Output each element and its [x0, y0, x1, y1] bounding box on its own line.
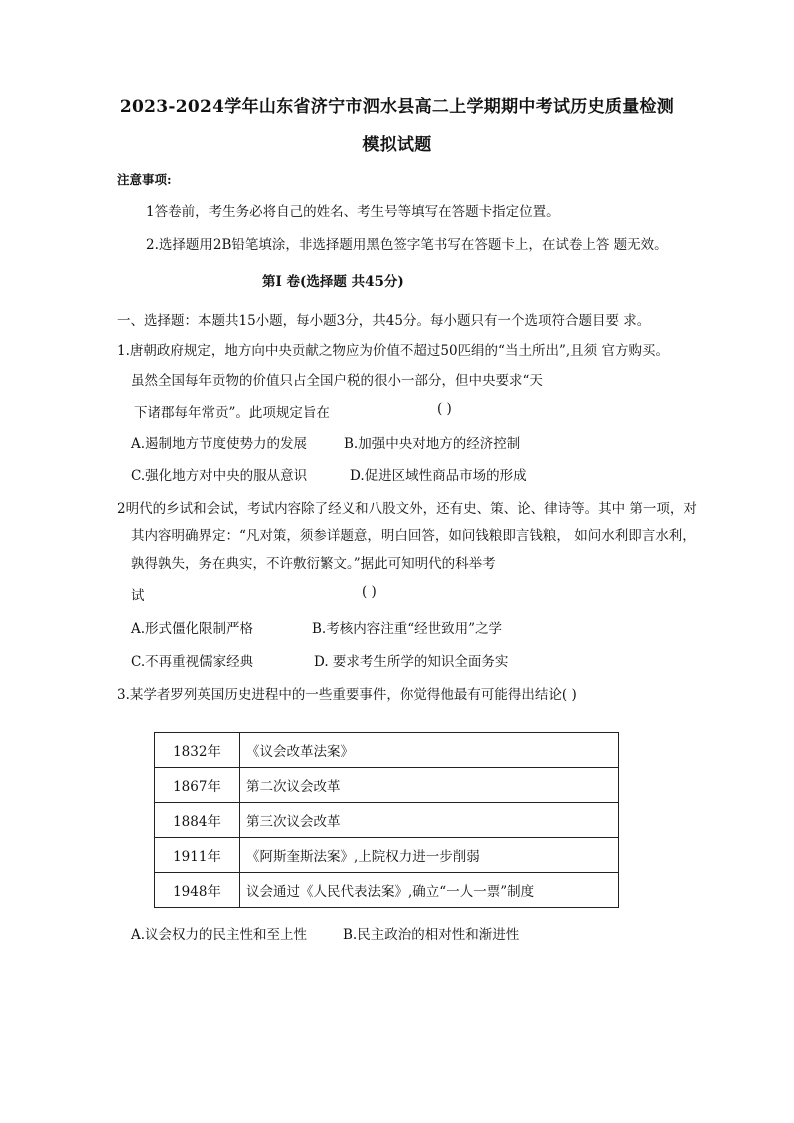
table-cell-event: 议会通过《人民代表法案》,确立“一人一票”制度 [240, 873, 619, 908]
table-row [155, 838, 619, 873]
q1-stem-line-3: 下诸郡每年常贡”。此项规定旨在 [134, 405, 330, 421]
q1-option-a[interactable]: A.遏制地方节度使势力的发展 [131, 436, 308, 452]
part-heading: 一、选择题：本题共15小题，每小题3分，共45分。每小题只有一个选项符合题目要 求。 [117, 313, 651, 329]
q3-stem-line-1: 3.某学者罗列英国历史进程中的一些重要事件，你觉得他最有可能得出结论( ) [117, 687, 577, 703]
q1-stem-line-2: 虽然全国每年贡物的价值只占全国户税的很小一部分，但中央要求“天 [131, 373, 543, 389]
table-cell-event: 第二次议会改革 [240, 768, 619, 803]
q2-stem-line-1: 2明代的乡试和会试，考试内容除了经义和八股文外，还有史、策、论、律诗等。其中 第一项，对 [117, 501, 697, 517]
notice-item-2: 2.选择题用2B铅笔填涂，非选择题用黑色签字笔书写在答题卡上，在试卷上答 题无效。 [146, 237, 668, 253]
q1-option-c[interactable]: C.强化地方对中央的服从意识 [131, 468, 308, 484]
notice-item-1: 1答卷前，考生务必将自己的姓名、考生号等填写在答题卡指定位置。 [146, 204, 560, 220]
q2-option-d[interactable]: D. 要求考生所学的知识全面务实 [314, 654, 509, 670]
table-cell-year: 1867年 [155, 768, 240, 803]
table-cell-event: 《阿斯奎斯法案》,上院权力进一步削弱 [240, 838, 619, 873]
table-row [155, 768, 619, 803]
table-cell-year: 1884年 [155, 803, 240, 838]
q2-answer-paren: ( ) [362, 584, 377, 600]
section-title: 第I 卷(选择题 共45分) [262, 274, 404, 290]
notice-heading: 注意事项: [117, 172, 172, 187]
q2-option-b[interactable]: B.考核内容注重“经世致用”之学 [312, 621, 503, 637]
table-row [155, 803, 619, 838]
table-row [155, 873, 619, 908]
q1-option-b[interactable]: B.加强中央对地方的经济控制 [344, 436, 521, 452]
q2-option-a[interactable]: A.形式僵化限制严格 [131, 621, 254, 637]
event-timeline-table [154, 732, 619, 908]
q2-stem-line-3: 孰得孰失，务在典实，不许敷衍繁文。”据此可知明代的科举考 [131, 556, 496, 572]
q3-option-a[interactable]: A.议会权力的民主性和至上性 [131, 927, 308, 943]
table-row [155, 733, 619, 768]
table-cell-year: 1832年 [155, 733, 240, 768]
title-line-1: 2023-2024学年山东省济宁市泗水县高二上学期期中考试历史质量检测 [119, 97, 675, 117]
q2-option-c[interactable]: C.不再重视儒家经典 [131, 654, 254, 670]
q1-stem-line-1: 1.唐朝政府规定，地方向中央贡献之物应为价值不超过50匹绢的“当土所出”,且须 官方购买。 [117, 343, 669, 359]
title-line-2: 模拟试题 [362, 135, 432, 155]
q2-stem-line-2: 其内容明确界定：“凡对策，须参详题意，明白回答，如问钱粮即言钱粮， 如问水利即言水利， [131, 528, 696, 544]
table-cell-event: 《议会改革法案》 [240, 733, 619, 768]
q1-answer-paren: ( ) [437, 401, 452, 417]
table-cell-year: 1911年 [155, 838, 240, 873]
q3-option-b[interactable]: B.民主政治的相对性和渐进性 [343, 927, 520, 943]
q1-option-d[interactable]: D.促进区域性商品市场的形成 [350, 468, 527, 484]
q2-stem-line-4: 试 [131, 588, 145, 604]
table-cell-year: 1948年 [155, 873, 240, 908]
table-cell-event: 第三次议会改革 [240, 803, 619, 838]
